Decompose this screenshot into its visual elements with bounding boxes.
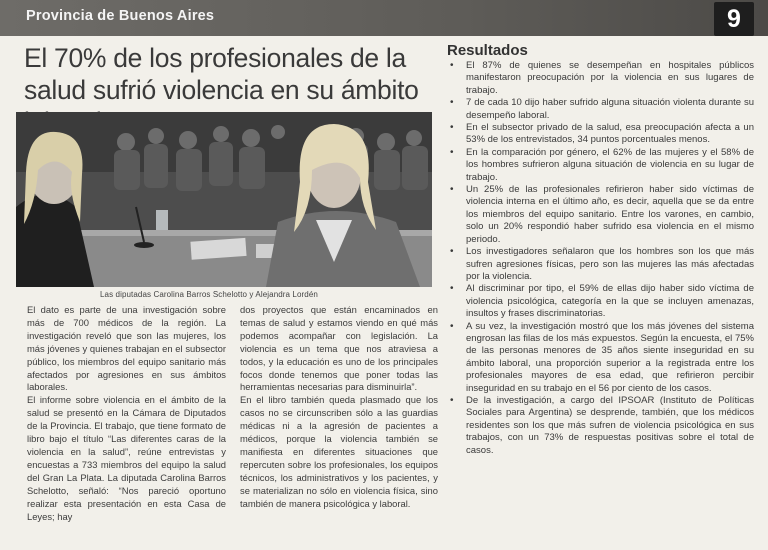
paragraph: El dato es parte de una investigación sobre más de 700 médicos de la región. La investigación reveló que son las mujeres, los más jóvenes y quienes trabajan en el subsector público, los miembros del equipo sanitario más afectados por agresiones en sus ámbitos laborales. xyxy=(27,304,226,393)
article-column-left xyxy=(27,304,226,523)
page-header-bar xyxy=(0,0,768,36)
article-column-middle xyxy=(240,304,438,511)
paragraph: En el libro también queda plasmado que los casos no se circunscriben sólo a las guardias médicas ni a la agresión de pacientes a médicos, porque la violencia también se manifiesta en diferentes situaciones que repercuten sobre los profesionales, los equipos técnicos, los administrativos y los pacientes, y se materializan no sólo en violencia física, sino también de manera psicológica y laboral. xyxy=(240,394,438,509)
result-item: • Los investigadores señalaron que los hombres son los que más sufren agresiones físicas, pero son las mujeres las más afectadas por la violencia. xyxy=(448,246,754,283)
results-list xyxy=(448,60,754,457)
result-item: • El 87% de quienes se desempeñan en hospitales públicos manifestaron preocupación por la violencia en sus lugares de trabajo. xyxy=(448,60,754,97)
result-item: • Un 25% de las profesionales refirieron haber sido víctimas de violencia interna en el último año, es decir, aquella que se da entre los miembros del equipo sanitario. Entre los varones, en cambio, solo un 20% respondió haber sufrido esa violencia en el mismo periodo. xyxy=(448,184,754,246)
paragraph: dos proyectos que están encaminados en temas de salud y estamos viendo en qué más podemos acompañar con legislación. La violencia es un tema que nos atraviesa a todos, y la educación es uno de los principales focos donde tenemos que poner todas las herramientas necesarias para disminuirla”. xyxy=(240,304,438,393)
section-name: Provincia de Buenos Aires xyxy=(26,8,215,24)
result-item: • De la investigación, a cargo del IPSOAR (Instituto de Políticas Sociales para Argentina) se desprende, también, que los médicos residentes son los que más sufren de violencia psicológica en sus trabajos, con un 73% de respuestas positivas sobre el total de casos. xyxy=(448,395,754,457)
result-item: • 7 de cada 10 dijo haber sufrido alguna situación violenta durante su desempeño laboral. xyxy=(448,97,754,122)
result-item: • A su vez, la investigación mostró que los más jóvenes del sistema engrosan las filas de los más expuestos. Según la encuesta, el 75% de las personas menores de 35 años siente inseguridad en su ámbito laboral, una proporción superior a la registrada entre los profesionales mayores de esa edad, que refirieron percibir inseguridad en su trabajo en el 56 por ciento de los casos. xyxy=(448,321,754,395)
article-photo xyxy=(16,112,432,287)
page-number: 9 xyxy=(714,2,754,36)
result-item: • Al discriminar por tipo, el 59% de ellas dijo haber sido víctima de violencia psicológica, categoría en la que se incluyen amenazas, insultos y frases discriminatorias. xyxy=(448,283,754,320)
result-item: • En el subsector privado de la salud, esa preocupación afecta a un 53% de los entrevistados, 34 puntos porcentuales menos. xyxy=(448,122,754,147)
paragraph: El informe sobre violencia en el ámbito de la salud se presentó en la Cámara de Diputados de la Provincia. El trabajo, que tiene formato de libro bajo el título “Las diferentes caras de la violencia en la salud”, reúne entrevistas y encuestas a 733 miembros del equipo la salud del Gran La Plata. La diputada Carolina Barros Schelotto, señaló: “Nos pareció oportuno realizar esta presentación en esta Casa de Leyes; hay xyxy=(27,394,226,522)
photo-illustration xyxy=(16,112,432,287)
result-item: • En la comparación por género, el 62% de las mujeres y el 58% de los hombres sufrieron alguna situación de violencia en su lugar de trabajo. xyxy=(448,147,754,184)
photo-caption: Las diputadas Carolina Barros Schelotto y Alejandra Lordén xyxy=(100,290,318,299)
results-heading: Resultados xyxy=(447,42,528,59)
article-headline: El 70% de los profesionales de la salud sufrió violencia en su ámbito xyxy=(24,43,419,105)
